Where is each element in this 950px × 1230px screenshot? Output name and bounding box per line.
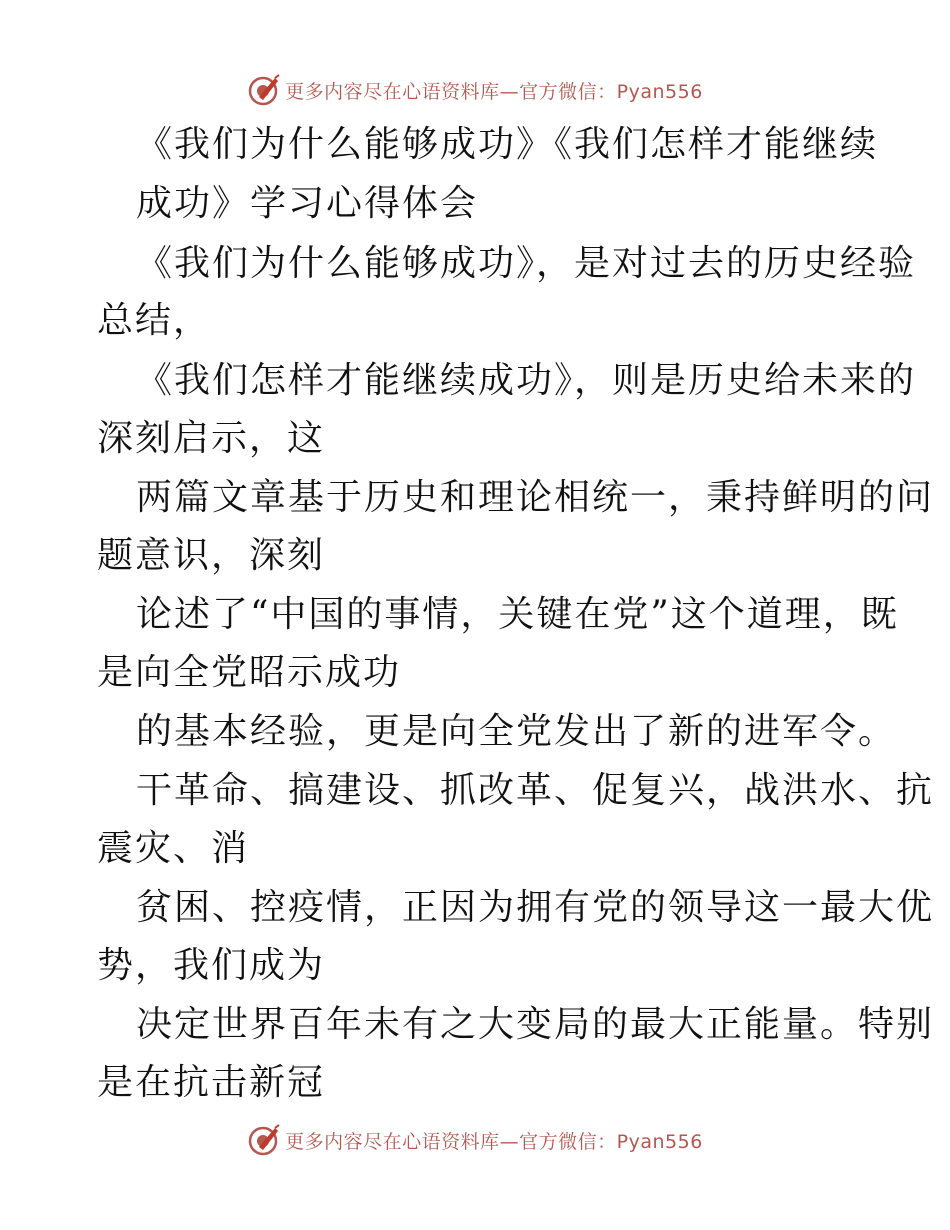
body-line: 干革命、搞建设、抓改革、促复兴，战洪水、抗 <box>136 770 935 811</box>
footer-banner <box>0 1120 950 1160</box>
title-line-1: 《我们为什么能够成功》《我们怎样才能继续 <box>136 124 879 165</box>
body-line: 决定世界百年未有之大变局的最大正能量。特别 <box>136 1004 935 1045</box>
body-line: 两篇文章基于历史和理论相统一，秉持鲜明的问 <box>136 477 935 518</box>
body-line: 深刻启示，这 <box>97 418 326 459</box>
body-line: 震灾、消 <box>97 828 250 869</box>
title-line-2: 成功》学习心得体会 <box>136 183 479 224</box>
body-line: 是在抗击新冠 <box>97 1062 326 1103</box>
body-line: 《我们怎样才能继续成功》，则是历史给未来的 <box>136 360 917 401</box>
body-line: 势，我们成为 <box>97 945 326 986</box>
body-line: 《我们为什么能够成功》，是对过去的历史经验 <box>136 243 917 284</box>
quill-logo-icon <box>247 1123 281 1157</box>
body-line: 的基本经验，更是向全党发出了新的进军令。 <box>136 711 897 752</box>
body-line: 题意识，深刻 <box>97 535 326 576</box>
body-line: 贫困、控疫情，正因为拥有党的领导这一最大优 <box>136 887 935 928</box>
footer-banner-text: 更多内容尽在心语资料库—官方微信：Pyan556 <box>285 1130 703 1153</box>
quill-logo-icon <box>247 73 281 107</box>
body-line: 论述了“中国的事情，关键在党”这个道理，既 <box>136 594 899 635</box>
body-line: 总结， <box>97 300 212 341</box>
header-banner <box>0 70 950 110</box>
body-line: 是向全党昭示成功 <box>97 652 402 693</box>
header-banner-text: 更多内容尽在心语资料库—官方微信：Pyan556 <box>285 80 703 103</box>
